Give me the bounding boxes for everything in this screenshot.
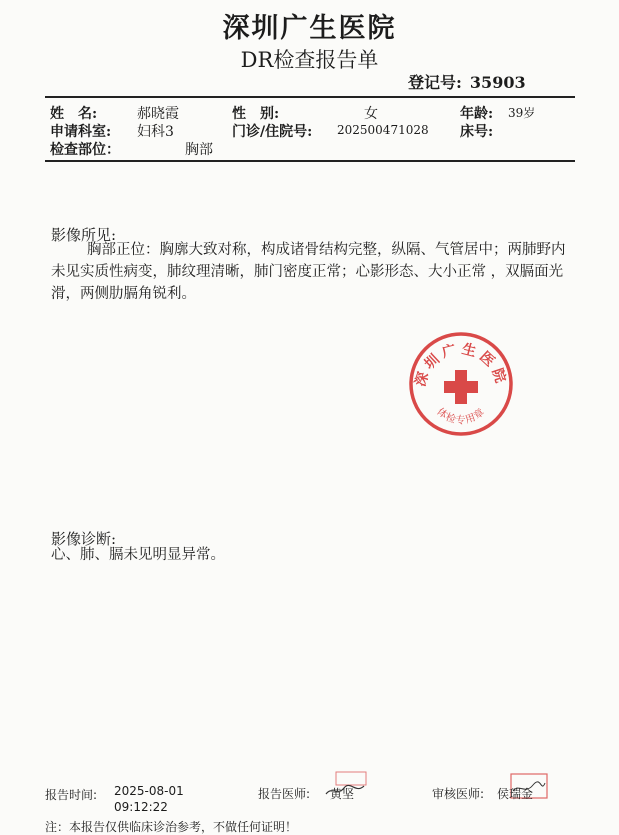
doctor-name: 黄坚 — [330, 787, 355, 801]
hospital-name: 深圳广生医院 — [222, 13, 397, 44]
seal-cross-h — [444, 381, 478, 393]
report-title: DR检查报告单 — [240, 48, 379, 72]
age-value: 39岁 — [508, 106, 536, 120]
reviewer-name: 侯瑞金 — [497, 787, 534, 801]
name-value: 郝晓霞 — [137, 106, 179, 122]
exam-part-label: 检查部位： — [50, 142, 120, 158]
reviewer-label: 审核医师: — [432, 787, 485, 801]
report-time-label: 报告时间: — [45, 788, 98, 802]
name-label: 姓 名: — [50, 106, 98, 122]
findings-title: 影像所见: — [51, 226, 117, 244]
bed-label: 床号: — [460, 124, 494, 140]
age-label: 年龄: — [460, 106, 494, 122]
diagnosis-title: 影像诊断: — [51, 530, 117, 548]
doctor-label: 报告医师: — [258, 787, 311, 801]
reg-label: 登记号: — [408, 73, 462, 92]
findings-text: 胸部正位：胸廓大致对称，构成诸骨结构完整，纵隔、气管居中；两肺野内未见实质性病变，肺纹理清晰，肺门密度正常；心影形态、大小正常 ，双膈面光滑，两侧肋膈角锐利。 — [51, 242, 566, 302]
divider-bottom — [45, 160, 575, 162]
report-clock: 09:12:22 — [114, 800, 168, 814]
seal-subtext: 体检专用章 — [434, 406, 488, 427]
registration-number — [408, 70, 526, 93]
dept-value: 妇科3 — [137, 124, 174, 140]
svg-text:体检专用章 — [434, 405, 487, 427]
dept-label: 申请科室: — [50, 124, 112, 140]
divider-top — [45, 96, 575, 98]
gender-label: 性 别: — [232, 106, 280, 122]
seal-text: 深圳广生医院 — [412, 341, 510, 389]
reg-value: 35903 — [469, 73, 526, 92]
clinic-no-label: 门诊/住院号: — [232, 124, 313, 140]
report-date: 2025-08-01 — [114, 784, 184, 798]
diagnosis-text: 心、肺、膈未见明显异常。 — [51, 547, 225, 563]
clinic-no-value: 202500471028 — [337, 123, 429, 137]
exam-part-value: 胸部 — [185, 142, 213, 158]
footer-note: 注：本报告仅供临床诊治参考，不做任何证明！ — [45, 820, 298, 834]
gender-value: 女 — [364, 106, 378, 122]
hospital-seal — [407, 330, 515, 438]
